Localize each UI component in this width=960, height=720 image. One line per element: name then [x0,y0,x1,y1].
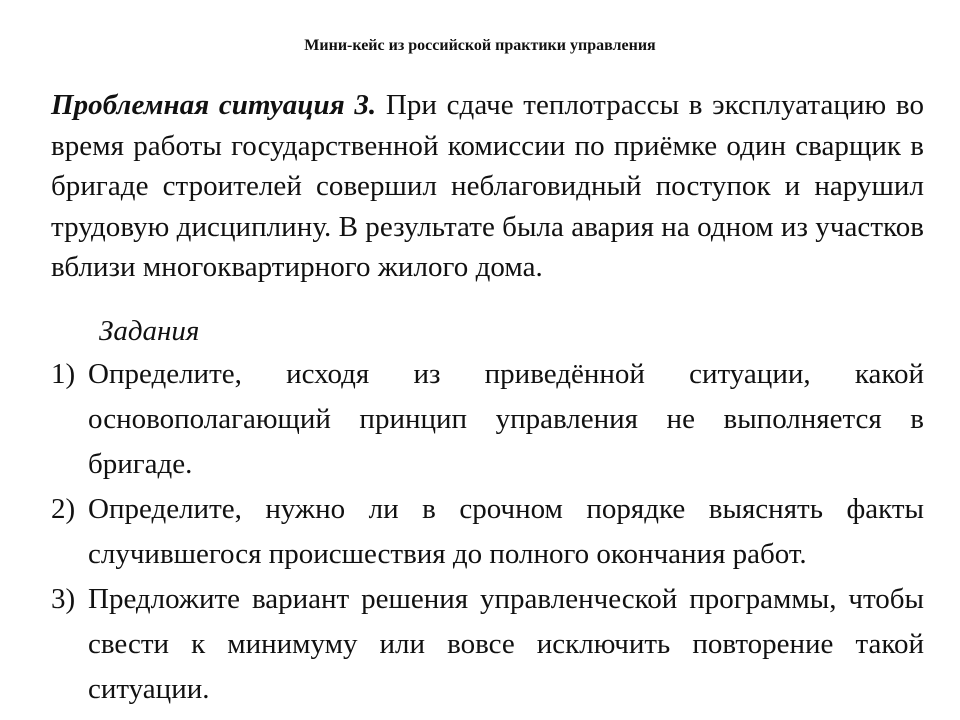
problem-text: При сдаче теплотрассы в эксплуатацию во время работы государственной комиссии по приёмке один сварщик в бригаде строителей совершил неблаговидный поступок и нарушил трудовую дисциплину. В результате была авария на одном из участков вблизи многоквартирного жилого дома. [51,89,924,283]
task-text-3: Предложите вариант решения управленческой программы, чтобы свести к минимуму или вовсе исключить повторение такой ситуации. [88,583,924,705]
tasks-list [51,352,924,712]
task-item-3 [51,577,924,712]
task-number-2: 2) [51,493,76,525]
problem-label: Проблемная ситуация 3. [51,89,377,121]
task-text-2: Определите, нужно ли в срочном порядке выяснять факты случившегося происшествия до полного окончания работ. [88,493,924,570]
task-item-2 [51,487,924,577]
slide-title: Мини-кейс из российской практики управления [304,37,656,54]
task-item-1 [51,352,924,487]
problem-paragraph [51,85,924,288]
task-text-1: Определите, исходя из приведённой ситуации, какой основополагающий принцип управления не выполняется в бригаде. [88,358,924,480]
tasks-heading: Задания [99,315,200,347]
task-number-3: 3) [51,583,76,615]
task-number-1: 1) [51,358,76,390]
